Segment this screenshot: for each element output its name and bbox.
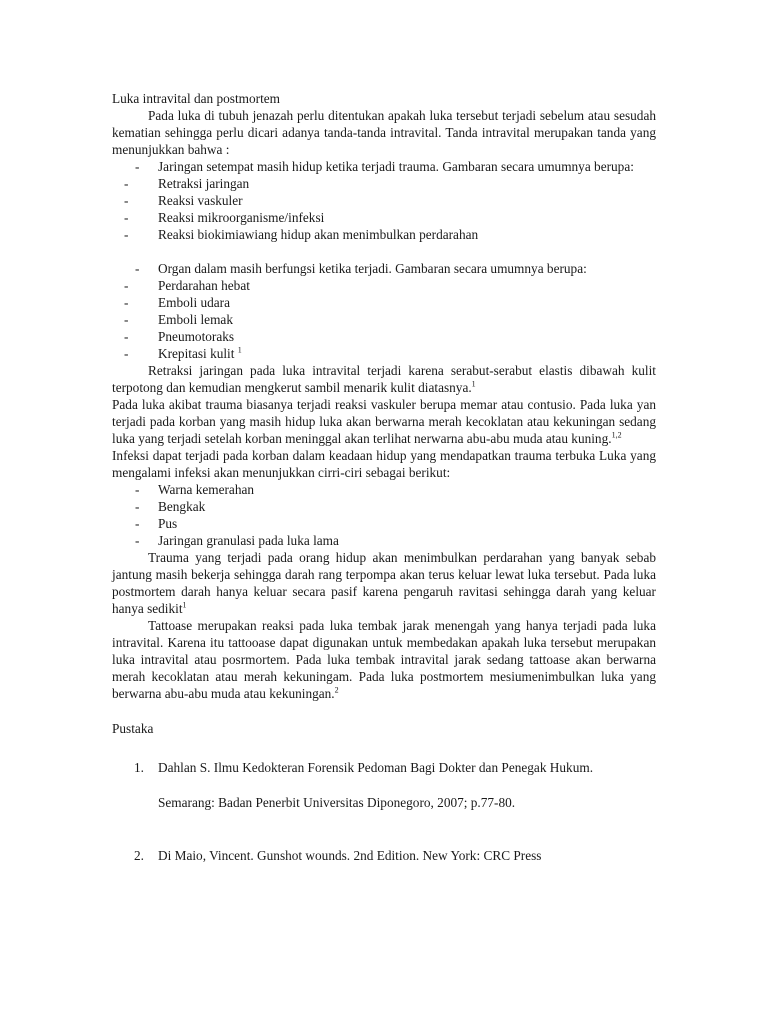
dash-bullet: - — [124, 176, 129, 191]
dash-bullet: - — [135, 499, 140, 514]
dash-bullet: - — [135, 533, 140, 548]
list-item: - Krepitasi kulit $^1$ — [124, 345, 242, 361]
list-item: - Perdarahan hebat — [124, 278, 250, 293]
blank-line — [112, 243, 656, 260]
list-item: - Reaksi mikroorganisme/infeksi — [124, 210, 325, 225]
local-tissue-signs-list — [112, 175, 656, 243]
list-item: - Jaringan setempat masih hidup ketika terjadi trauma. Gambaran secara umumnya berupa: — [135, 159, 634, 174]
list-item: - Warna kemerahan — [135, 482, 255, 497]
citation-superscript: 1 — [237, 345, 242, 355]
dash-bullet: - — [124, 329, 129, 344]
list-item: - Reaksi vaskuler — [124, 193, 243, 208]
list-item: - Emboli udara — [124, 295, 231, 310]
citation-superscript: 1,2 — [611, 430, 622, 440]
list-item: - Bengkak — [135, 499, 206, 514]
list-item: - Pus — [135, 516, 178, 531]
reference-number: 2. — [134, 848, 144, 863]
document-title: Luka intravital dan postmortem — [112, 91, 281, 106]
reference-list — [112, 759, 656, 864]
list-item: - Pneumotoraks — [124, 329, 235, 344]
intravital-signs-list-2 — [112, 260, 656, 277]
dash-bullet: - — [124, 210, 129, 225]
dash-bullet: - — [135, 516, 140, 531]
trauma-paragraph: Trauma yang terjadi pada orang hidup akan menimbulkan perdarahan yang banyak sebab jantung masih bekerja sehingga darah rang terpompa akan terus keluar lewat luka tersebut. Pada luka postmortem darah hanya keluar secara pasif karena pengaruh ravitasi sehingga darah yang keluar hanya sedikit$^1$ — [112, 550, 656, 616]
reference-number: 1. — [134, 760, 144, 775]
tattoase-paragraph: Tattoase merupakan reaksi pada luka tembak jarak menengah yang hanya terjadi pada luka intravital. Karena itu tattooase dapat digunakan untuk membedakan apakah luka tersebut merupakan luka intravital atau posrmortem. Pada luka tembak intravital jarak sedang tattoase akan berwarna merah kecoklatan atau merah kekuningam. Pada luka postmortem mesiumenimbulkan luka yang berwarna abu-abu muda atau kekuningan.$^2$ — [112, 618, 656, 701]
infeksi-paragraph: Infeksi dapat terjadi pada korban dalam keadaan hidup yang mendapatkan trauma terbuka Luka yang mengalami infeksi akan menunjukkan cirri-ciri sebagai berikut: — [112, 448, 656, 480]
reference-line: Dahlan S. Ilmu Kedokteran Forensik Pedoman Bagi Dokter dan Penegak Hukum. — [158, 760, 594, 775]
intravital-signs-list-1 — [112, 158, 656, 175]
citation-superscript: 1 — [471, 379, 476, 389]
dash-bullet: - — [124, 346, 129, 361]
list-item: - Emboli lemak — [124, 312, 233, 327]
list-item: - Retraksi jaringan — [124, 176, 250, 191]
dash-bullet: - — [124, 278, 129, 293]
dash-bullet: - — [124, 295, 129, 310]
dash-bullet: - — [135, 482, 140, 497]
organ-function-signs-list — [112, 277, 656, 362]
reference-item — [112, 847, 656, 864]
vaskuler-paragraph: Pada luka akibat trauma biasanya terjadi reaksi vaskuler berupa memar atau contusio. Pada luka yan terjadi pada korban yang masih hidup luka akan berwarna merah kecoklatan atau kekuningan sedang luka yang terjadi setelah korban meninggal akan terlihat nerwarna abu-abu muda atau kuning.$^{1,2}$ — [112, 397, 656, 446]
reference-continuation: Semarang: Badan Penerbit Universitas Diponegoro, 2007; p.77-80. — [158, 795, 516, 810]
citation-superscript: 2 — [334, 685, 339, 695]
infection-signs-list — [112, 481, 656, 549]
dash-bullet: - — [124, 227, 129, 242]
dash-bullet: - — [124, 193, 129, 208]
pustaka-heading: Pustaka — [112, 721, 154, 736]
list-item: - Reaksi biokimiawiang hidup akan menimbulkan perdarahan — [124, 227, 479, 242]
dash-bullet: - — [135, 159, 140, 174]
retraksi-paragraph: Retraksi jaringan pada luka intravital terjadi karena serabut-serabut elastis dibawah kulit terpotong dan kemudian mengkerut sambil menarik kulit diatasnya.$^1$ — [112, 363, 656, 395]
dash-bullet: - — [135, 261, 140, 276]
document-body — [112, 90, 656, 864]
citation-superscript: 1 — [182, 600, 187, 610]
list-item: - Jaringan granulasi pada luka lama — [135, 533, 339, 548]
reference-line: Di Maio, Vincent. Gunshot wounds. 2nd Edition. New York: CRC Press — [158, 848, 542, 863]
reference-item — [112, 759, 656, 776]
list-item: - Organ dalam masih berfungsi ketika terjadi. Gambaran secara umumnya berupa: — [135, 261, 587, 276]
dash-bullet: - — [124, 312, 129, 327]
intro-paragraph: Pada luka di tubuh jenazah perlu ditentukan apakah luka tersebut terjadi sebelum atau sesudah kematian sehingga perlu dicari adanya tanda-tanda intravital. Tanda intravital merupakan tanda yang menunjukkan bahwa : — [112, 108, 656, 157]
